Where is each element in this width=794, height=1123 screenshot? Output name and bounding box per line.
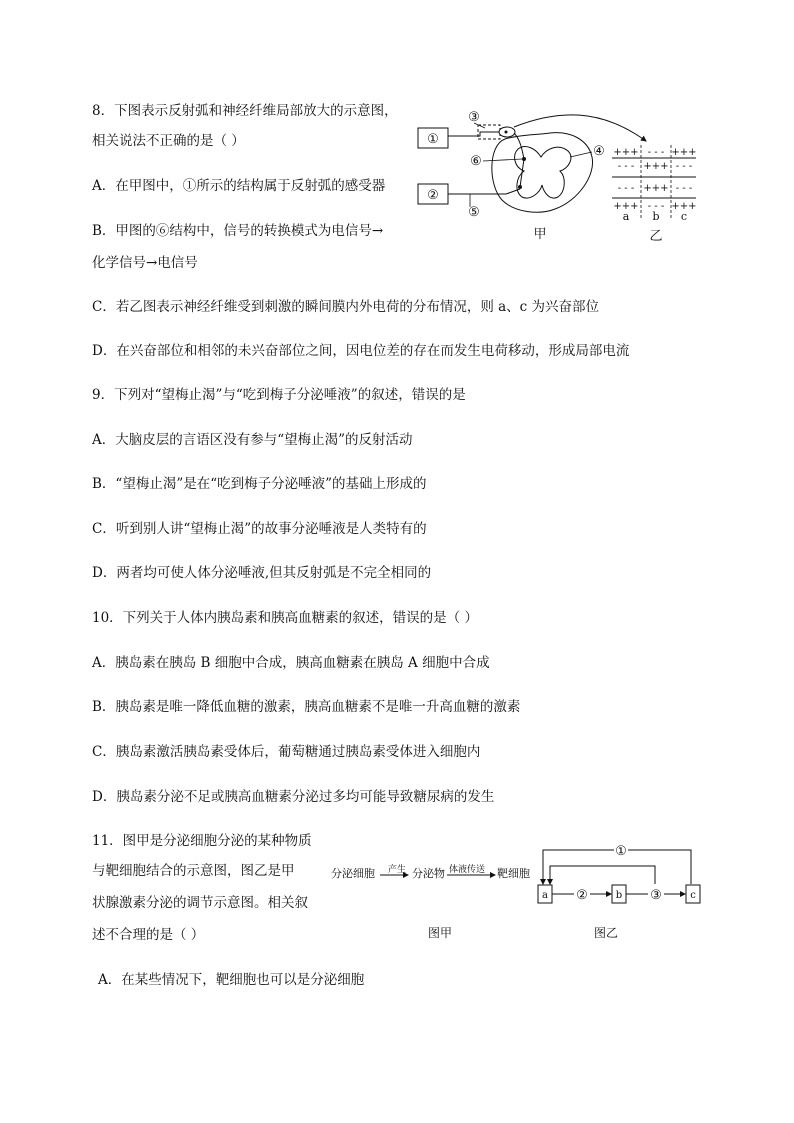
produce-label: 产生 bbox=[388, 865, 407, 875]
charge-r4-b: - - - bbox=[647, 201, 665, 212]
q10-option-c: C．胰岛素激活胰岛素受体后，葡萄糖通过胰岛素受体进入细胞内 bbox=[92, 744, 481, 760]
q9-option-c: C．听到别人讲“望梅止渴”的故事分泌唾液是人类特有的 bbox=[92, 521, 427, 537]
marker-q11-3: ③ bbox=[650, 888, 662, 903]
q8-option-b-line1: B．甲图的⑥结构中，信号的转换模式为电信号→ bbox=[92, 223, 384, 239]
charge-r2-c: - - - bbox=[675, 161, 693, 172]
q9-option-b: B．“望梅止渴”是在“吃到梅子分泌唾液”的基础上形成的 bbox=[92, 476, 427, 492]
charge-r1-a: +++ bbox=[613, 147, 639, 158]
target-cell-label: 靶细胞 bbox=[497, 867, 530, 880]
charge-r4-c: +++ bbox=[671, 201, 697, 212]
q8-option-a: A．在甲图中，①所示的结构属于反射弧的感受器 bbox=[92, 178, 386, 194]
charge-r2-a: - - - bbox=[617, 161, 635, 172]
marker-5: ⑤ bbox=[468, 205, 480, 220]
secretory-cell-label: 分泌细胞 bbox=[331, 867, 375, 880]
box-a-label: a bbox=[542, 890, 548, 901]
marker-2: ② bbox=[427, 188, 439, 203]
afferent-nerve bbox=[448, 132, 506, 136]
q10-option-d: D．胰岛素分泌不足或胰高血糖素分泌过多均可能导致糖尿病的发生 bbox=[92, 789, 495, 805]
charge-r3-a: - - - bbox=[617, 183, 635, 194]
q8-option-c: C．若乙图表示神经纤维受到刺激的瞬间膜内外电荷的分布情况，则 a、c 为兴奋部位 bbox=[92, 299, 600, 315]
q11-stem-line3: 状腺激素分泌的调节示意图。相关叙 bbox=[92, 895, 308, 911]
q9-stem: 9．下列对“望梅止渴”与“吃到梅子分泌唾液”的叙述，错误的是 bbox=[92, 387, 466, 403]
q8-stem-line1: 8．下图表示反射弧和神经纤维局部放大的示意图， bbox=[92, 103, 398, 119]
charge-r2-b: +++ bbox=[643, 161, 669, 172]
charge-r1-b: - - - bbox=[647, 147, 665, 158]
col-b: b bbox=[652, 210, 660, 223]
q11-figure-jia bbox=[328, 860, 538, 940]
marker-4: ④ bbox=[593, 144, 605, 159]
q8-option-d: D．在兴奋部位和相邻的未兴奋部位之间，因电位差的存在而发生电荷移动，形成局部电流 bbox=[92, 343, 630, 359]
charge-r1-c: +++ bbox=[671, 147, 697, 158]
col-a: a bbox=[622, 210, 630, 223]
q8-option-b-line2: 化学信号→电信号 bbox=[92, 255, 198, 271]
q10-option-a: A．胰岛素在胰岛 B 细胞中合成，胰高血糖素在胰岛 A 细胞中合成 bbox=[92, 655, 490, 671]
charge-r3-c: - - - bbox=[675, 183, 693, 194]
q10-option-b: B．胰岛素是唯一降低血糖的激素，胰高血糖素不是唯一升高血糖的激素 bbox=[92, 699, 521, 715]
box-b-label: b bbox=[615, 890, 623, 901]
col-c: c bbox=[680, 210, 688, 223]
feedback-line-1 bbox=[628, 850, 691, 884]
marker-3: ③ bbox=[468, 110, 480, 125]
marker-1: ① bbox=[427, 132, 439, 147]
charge-r4-a: +++ bbox=[613, 201, 639, 212]
marker-6: ⑥ bbox=[470, 154, 482, 169]
q10-stem: 10．下列关于人体内胰岛素和胰高血糖素的叙述，错误的是（ ） bbox=[92, 610, 478, 626]
q11-stem-line4: 述不合理的是（ ） bbox=[92, 927, 205, 943]
secretion-label: 分泌物 bbox=[412, 867, 445, 880]
q11-stem-line2: 与靶细胞结合的示意图，图乙是甲 bbox=[92, 863, 295, 879]
label-jia: 甲 bbox=[533, 227, 547, 242]
charge-r3-b: +++ bbox=[643, 183, 669, 194]
q8-figure bbox=[410, 105, 710, 245]
q9-option-a: A．大脑皮层的言语区没有参与“望梅止渴”的反射活动 bbox=[92, 432, 413, 448]
transport-label: 体液传送 bbox=[449, 865, 486, 875]
q11-option-a: A．在某些情况下，靶细胞也可以是分泌细胞 bbox=[98, 972, 365, 988]
fig-yi-caption: 图乙 bbox=[593, 926, 619, 940]
marker-q11-2: ② bbox=[576, 888, 588, 903]
spinal-cord-outline bbox=[492, 133, 593, 213]
box-c-label: c bbox=[690, 890, 696, 901]
fig-jia-caption: 图甲 bbox=[427, 926, 453, 940]
label-yi: 乙 bbox=[649, 229, 663, 244]
marker-q11-1: ① bbox=[615, 844, 627, 859]
q9-option-d: D．两者均可使人体分泌唾液,但其反射弧是不完全相同的 bbox=[92, 565, 432, 581]
q11-stem-line1: 11．图甲是分泌细胞分泌的某种物质 bbox=[92, 833, 312, 849]
feedback-line-3 bbox=[550, 866, 655, 884]
q11-figure-yi bbox=[536, 840, 706, 940]
q8-stem-line2: 相关说法不正确的是（ ） bbox=[92, 133, 245, 149]
